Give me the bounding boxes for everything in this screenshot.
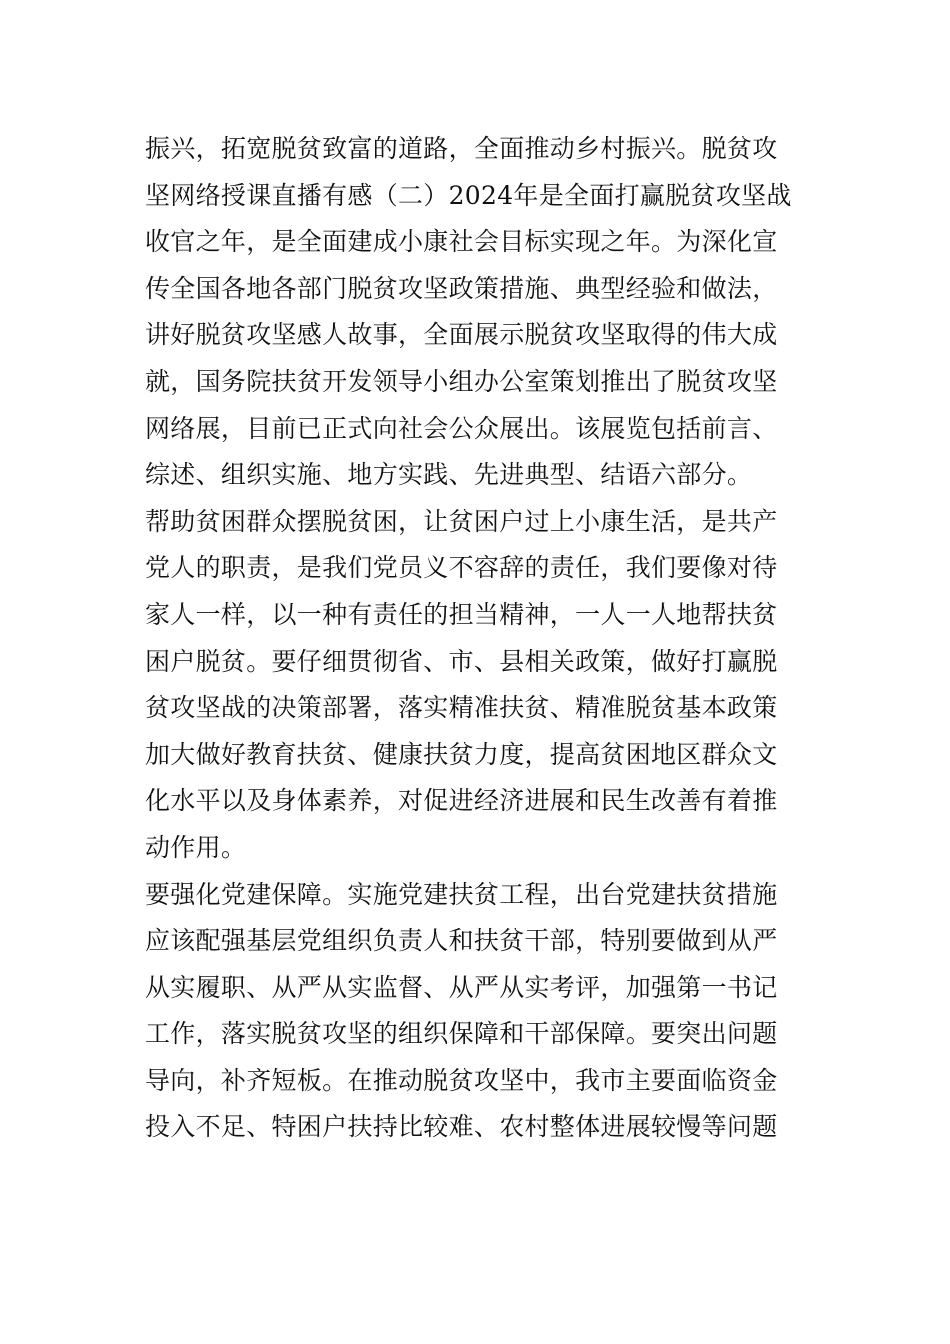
text-line: 应该配强基层党组织负责人和扶贫干部，特别要做到从严: [145, 926, 778, 956]
text-line: 党人的职责，是我们党员义不容辞的责任，我们要像对待: [145, 553, 778, 583]
body-text: [145, 126, 815, 1151]
text-line: 讲好脱贫攻坚感人故事，全面展示脱贫攻坚取得的伟大成: [145, 320, 778, 350]
text-line: 动作用。: [145, 832, 247, 862]
text-line: 要强化党建保障。实施党建扶贫工程，出台党建扶贫措施: [145, 879, 778, 909]
text-line: 导向，补齐短板。在推动脱贫攻坚中，我市主要面临资金: [145, 1065, 778, 1095]
text-line: 坚网络授课直播有感（二）2024年是全面打赢脱贫攻坚战: [145, 180, 792, 210]
text-line: 振兴，拓宽脱贫致富的道路，全面推动乡村振兴。脱贫攻: [145, 134, 778, 163]
text-line: 工作，落实脱贫攻坚的组织保障和干部保障。要突出问题: [145, 1019, 778, 1049]
text-line: 收官之年，是全面建成小康社会目标实现之年。为深化宣: [145, 227, 778, 257]
text-line: 贫攻坚战的决策部署，落实精准扶贫、精准脱贫基本政策: [145, 693, 778, 723]
text-line: 投入不足、特困户扶持比较难、农村整体进展较慢等问题: [145, 1112, 778, 1142]
text-line: 就，国务院扶贫开发领导小组办公室策划推出了脱贫攻坚: [145, 366, 778, 396]
text-line: 网络展，目前已正式向社会公众展出。该展览包括前言、: [145, 413, 778, 443]
text-line: 帮助贫困群众摆脱贫困，让贫困户过上小康生活，是共产: [145, 506, 778, 536]
text-line: 困户脱贫。要仔细贯彻省、市、县相关政策，做好打赢脱: [145, 646, 778, 676]
text-line: 化水平以及身体素养，对促进经济进展和民生改善有着推: [145, 786, 778, 816]
text-line: 从实履职、从严从实监督、从严从实考评，加强第一书记: [145, 972, 778, 1002]
text-line: 综述、组织实施、地方实践、先进典型、结语六部分。: [145, 460, 753, 490]
text-line: 家人一样，以一种有责任的担当精神，一人一人地帮扶贫: [145, 599, 778, 629]
text-line: 传全国各地各部门脱贫攻坚政策措施、典型经验和做法，: [145, 273, 778, 303]
text-line: 加大做好教育扶贫、健康扶贫力度，提高贫困地区群众文: [145, 739, 778, 769]
